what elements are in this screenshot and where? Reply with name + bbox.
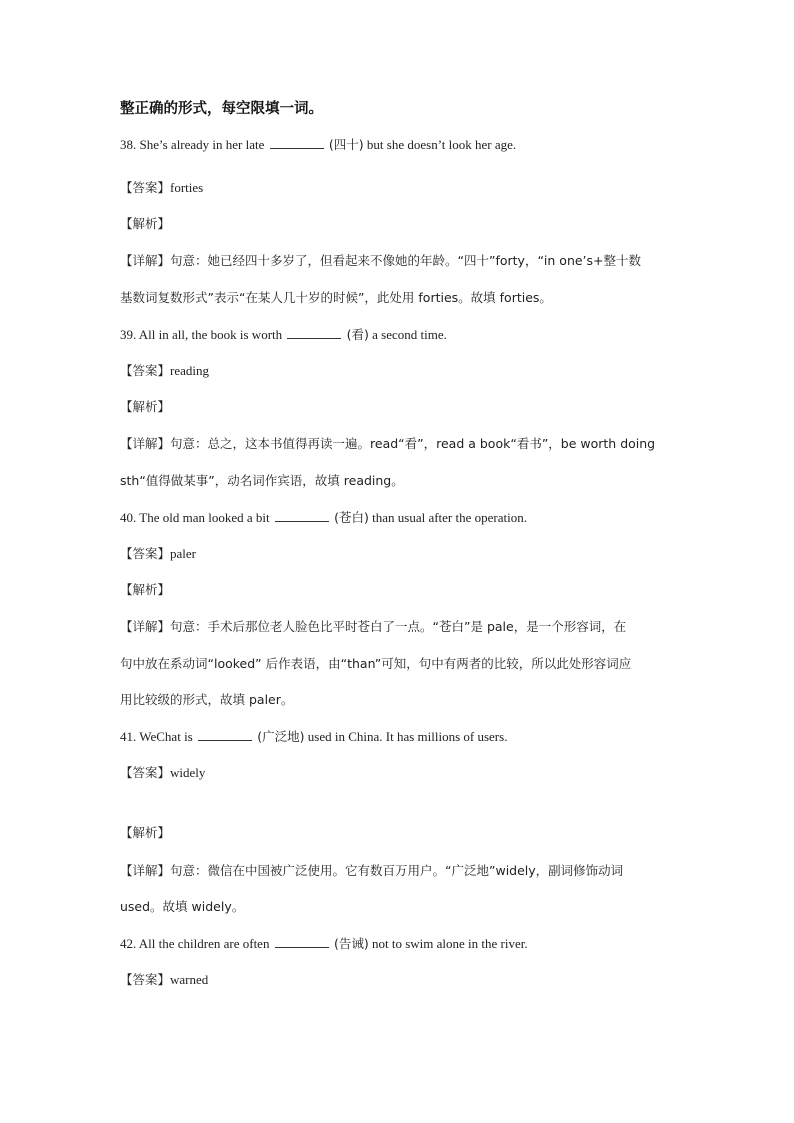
question-38-answer-line [120,179,680,197]
question-39-answer-line [120,362,680,380]
detail-label: 【详解】 [120,863,171,878]
question-38-detail-text-1: 句意：她已经四十多岁了，但看起来不像她的年龄。“四十”forty，“in one’s+整十数 [170,253,642,268]
question-40-detail-line-3: 用比较级的形式，故填 paler。 [120,692,294,707]
question-40-answer: paler [170,546,196,561]
question-41-text-before: 41. WeChat is [120,729,193,744]
section-heading: 整正确的形式，每空限填一词。 [120,101,323,117]
detail-label: 【详解】 [120,253,171,268]
question-38-hint: (四十) [328,137,364,152]
question-39-blank [287,326,341,339]
question-39-text-before: 39. All in all, the book is worth [120,327,283,342]
question-41-answer: widely [170,765,206,780]
question-41-detail-line-1 [120,862,680,880]
answer-label: 【答案】 [120,546,171,561]
question-40-text-before: 40. The old man looked a bit [120,510,270,525]
question-38-analysis-label: 【解析】 [120,216,171,231]
question-41-hint: (广泛地) [257,729,305,744]
question-41-text-after: used in China. It has millions of users. [307,729,508,744]
question-40-hint: (苍白) [334,510,369,525]
question-41-analysis-label: 【解析】 [120,825,171,840]
answer-label: 【答案】 [120,180,171,195]
question-40-stem [120,509,680,527]
question-39-detail-text-1: 句意：总之，这本书值得再读一遍。read“看”，read a book“看书”，be worth doing [170,436,656,451]
question-40-detail-line-1 [120,618,680,636]
question-40-detail-line-2: 句中放在系动词“looked” 后作表语，由“than”可知，句中有两者的比较，所以此处形容词应 [120,656,632,671]
question-39-answer: reading [170,363,209,378]
question-39-stem [120,326,680,344]
question-42-hint: (告诫) [333,936,369,951]
question-40-detail-text-1: 句意：手术后那位老人脸色比平时苍白了一点。“苍白”是 pale，是一个形容词，在 [170,619,627,634]
question-42-blank [275,935,329,948]
question-41-detail-line-2: used。故填 widely。 [120,899,245,914]
question-38-answer: forties [170,180,204,195]
question-38-stem [120,136,680,154]
answer-label: 【答案】 [120,972,171,987]
detail-label: 【详解】 [120,436,171,451]
question-41-detail-text-1: 句意：微信在中国被广泛使用。它有数百万用户。“广泛地”widely，副词修饰动词 [170,863,624,878]
question-40-analysis-label: 【解析】 [120,582,171,597]
question-38-text-after: but she doesn’t look her age. [366,137,517,152]
question-39-hint: (看) [346,327,369,342]
question-39-detail-line-1 [120,435,680,453]
question-38-text-before: 38. She’s already in her late [120,137,265,152]
question-39-analysis-label: 【解析】 [120,399,171,414]
question-38-detail-line-2: 基数词复数形式”表示“在某人几十岁的时候”，此处用 forties。故填 forties。 [120,290,552,305]
question-41-answer-line [120,764,680,782]
question-42-text-before: 42. All the children are often [120,936,270,951]
answer-label: 【答案】 [120,363,171,378]
answer-label: 【答案】 [120,765,171,780]
question-42-answer: warned [170,972,209,987]
question-38-detail-line-1 [120,252,680,270]
question-40-text-after: than usual after the operation. [372,510,527,525]
detail-label: 【详解】 [120,619,171,634]
question-40-blank [275,509,329,522]
question-42-text-after: not to swim alone in the river. [371,936,528,951]
question-39-detail-line-2: sth“值得做某事”，动名词作宾语，故填 reading。 [120,473,404,488]
question-42-answer-line [120,971,680,989]
question-41-blank [198,728,252,741]
question-42-stem [120,935,680,953]
question-41-stem [120,728,680,746]
question-40-answer-line [120,545,680,563]
question-38-blank [270,136,324,149]
question-39-text-after: a second time. [372,327,447,342]
